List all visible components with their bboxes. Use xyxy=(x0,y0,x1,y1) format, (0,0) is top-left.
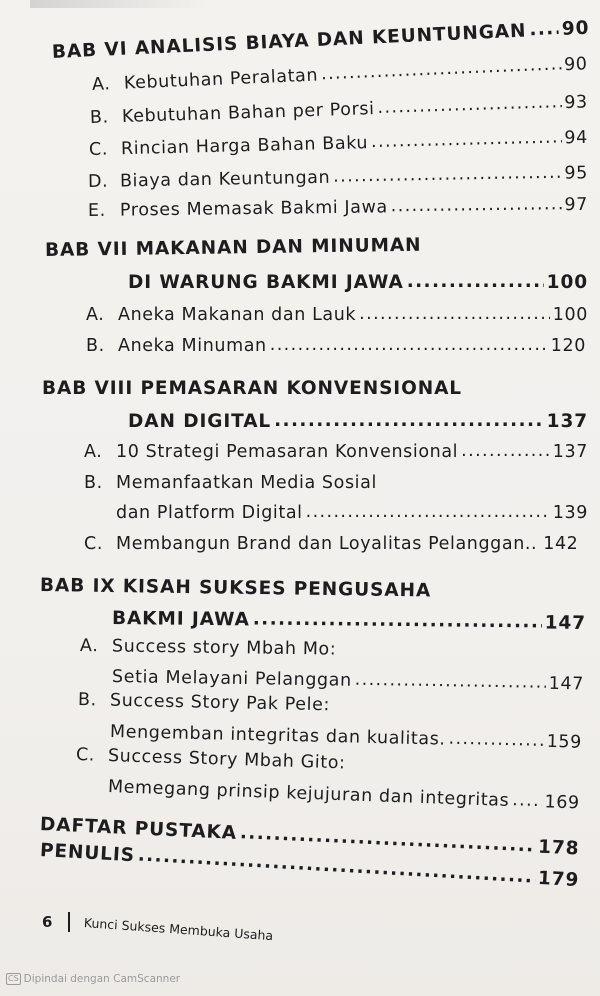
item-letter: A. xyxy=(86,305,105,325)
item-letter: B. xyxy=(89,107,110,128)
item-title: Kebutuhan Bahan per Porsi xyxy=(121,99,375,127)
leader-dots xyxy=(512,790,542,811)
item-letter: A. xyxy=(84,442,103,462)
toc-entry-bab8-b xyxy=(116,503,588,523)
leader-dots xyxy=(355,670,546,693)
chapter-title: BAB VI ANALISIS BIAYA DAN KEUNTUNGAN xyxy=(51,20,527,63)
toc-entry-bab7 xyxy=(128,272,588,293)
watermark-text: Dipindai dengan CamScanner xyxy=(23,973,181,985)
page-number: 137 xyxy=(546,411,588,432)
toc-chapter-bab7-line1 xyxy=(45,232,590,261)
leader-dots xyxy=(274,410,544,431)
page-number: 90 xyxy=(563,54,588,76)
leader-dots xyxy=(391,194,562,216)
page-number: 147 xyxy=(548,673,585,695)
leader-dots xyxy=(240,822,536,856)
leader-dots xyxy=(461,441,550,461)
item-letter: A. xyxy=(91,74,111,95)
page-number: 178 xyxy=(537,836,580,860)
item-title: Success story Mbah Mo: xyxy=(111,636,337,660)
chapter-title: BAB VIII PEMASARAN KONVENSIONAL xyxy=(42,378,462,399)
toc-entry-bab6-e xyxy=(88,195,588,221)
toc-entry-bab6-d xyxy=(88,163,588,192)
item-title: Rincian Harga Bahan Baku xyxy=(120,133,369,160)
item-letter: C. xyxy=(88,139,109,160)
footer-divider xyxy=(68,912,70,932)
page-number: 97 xyxy=(564,194,589,216)
leader-dots xyxy=(448,729,544,751)
chapter-title-cont: DAN DIGITAL xyxy=(128,411,272,432)
page-number: 90 xyxy=(561,17,590,40)
item-title-cont: Mengemban integritas dan kualitas. xyxy=(109,722,446,750)
leader-dots xyxy=(377,92,561,118)
chapter-title-cont: BAKMI JAWA xyxy=(111,608,250,631)
item-letter: B. xyxy=(86,336,105,356)
toc-entry-bab7-a xyxy=(86,305,588,325)
page-number: 120 xyxy=(550,336,586,356)
camscanner-icon: CS xyxy=(8,974,19,983)
chapter-title: BAB IX KISAH SUKSES PENGUSAHA xyxy=(39,575,432,602)
item-title-cont: Setia Melayani Pelanggan xyxy=(111,667,352,691)
item-title: Proses Memasak Bakmi Jawa xyxy=(119,197,388,221)
page-number: 137 xyxy=(552,442,588,462)
leader-dots xyxy=(371,127,562,152)
page-number: 100 xyxy=(546,272,588,293)
item-title: Aneka Minuman xyxy=(118,336,267,356)
page-number: 139 xyxy=(552,503,588,523)
page-number: 159 xyxy=(546,731,583,753)
toc-entry-bab9 xyxy=(112,608,586,634)
item-letter: B. xyxy=(77,690,97,711)
page-number: 93 xyxy=(563,92,589,114)
footer-page-number: 6 xyxy=(42,913,53,931)
page-number: 142 xyxy=(543,534,579,554)
item-letter: D. xyxy=(87,171,109,192)
page-number: 169 xyxy=(544,792,581,814)
chapter-title: BAB VII MAKANAN DAN MINUMAN xyxy=(44,234,422,261)
item-letter: B. xyxy=(84,473,103,493)
item-title-cont: dan Platform Digital xyxy=(116,503,303,523)
section-title: DAFTAR PUSTAKA xyxy=(39,814,238,844)
item-title: Membangun Brand dan Loyalitas Pelanggan.. xyxy=(116,534,538,554)
footer-book-title: Kunci Sukses Membuka Usaha xyxy=(83,914,274,943)
leader-dots xyxy=(270,335,548,355)
toc-entry-bab9-b-line1 xyxy=(78,690,582,721)
section-title: PENULIS xyxy=(39,840,136,867)
toc-entry-bab8 xyxy=(128,411,588,432)
page-footer xyxy=(42,912,274,943)
toc-entry-bab6-b xyxy=(90,92,588,128)
toc-entry-bab8-b-line1 xyxy=(84,473,588,493)
toc-entry-bab9-a-line1 xyxy=(80,636,584,663)
item-title-cont: Memegang prinsip kejujuran dan integritas xyxy=(107,777,510,812)
item-letter: E. xyxy=(87,200,106,221)
chapter-title-cont: DI WARUNG BAKMI JAWA xyxy=(128,272,404,293)
item-letter: C. xyxy=(75,745,96,766)
item-title: Biaya dan Keuntungan xyxy=(119,167,331,192)
toc-entry-bab6-c xyxy=(89,128,588,160)
item-title: Success Story Pak Pele: xyxy=(109,690,331,716)
item-letter: C. xyxy=(84,534,103,554)
leader-dots xyxy=(529,18,560,40)
page-number: 95 xyxy=(564,163,589,184)
toc-entry-bab9-a xyxy=(112,667,584,694)
toc-chapter-bab8-line1 xyxy=(42,378,587,399)
toc-chapter-bab9-line1 xyxy=(40,575,585,604)
item-title: Kebutuhan Peralatan xyxy=(123,65,319,94)
leader-dots xyxy=(306,502,550,522)
item-title: Aneka Makanan dan Lauk xyxy=(118,305,357,325)
page-number: 179 xyxy=(537,867,580,892)
leader-dots xyxy=(333,163,562,187)
item-title: Memanfaatkan Media Sosial xyxy=(116,473,377,493)
toc-entry-bab9-c xyxy=(108,777,580,813)
toc-entry-bab8-a xyxy=(84,442,588,462)
page-number: 94 xyxy=(564,127,589,149)
page-number: 147 xyxy=(544,612,587,634)
item-letter: A. xyxy=(79,636,99,657)
toc-entry-bab6-a xyxy=(92,54,588,95)
item-title: 10 Strategi Pemasaran Konvensional xyxy=(116,442,459,462)
leader-dots xyxy=(407,271,544,292)
leader-dots xyxy=(359,304,550,324)
top-edge-shadow xyxy=(30,0,210,8)
scanner-watermark xyxy=(6,973,180,985)
leader-dots xyxy=(253,608,542,632)
toc-entry-bab8-c xyxy=(84,534,588,554)
page-number: 100 xyxy=(552,305,588,325)
toc-entry-bab7-b xyxy=(86,336,586,356)
leader-dots xyxy=(321,54,562,84)
item-title: Success Story Mbah Gito: xyxy=(107,746,346,774)
